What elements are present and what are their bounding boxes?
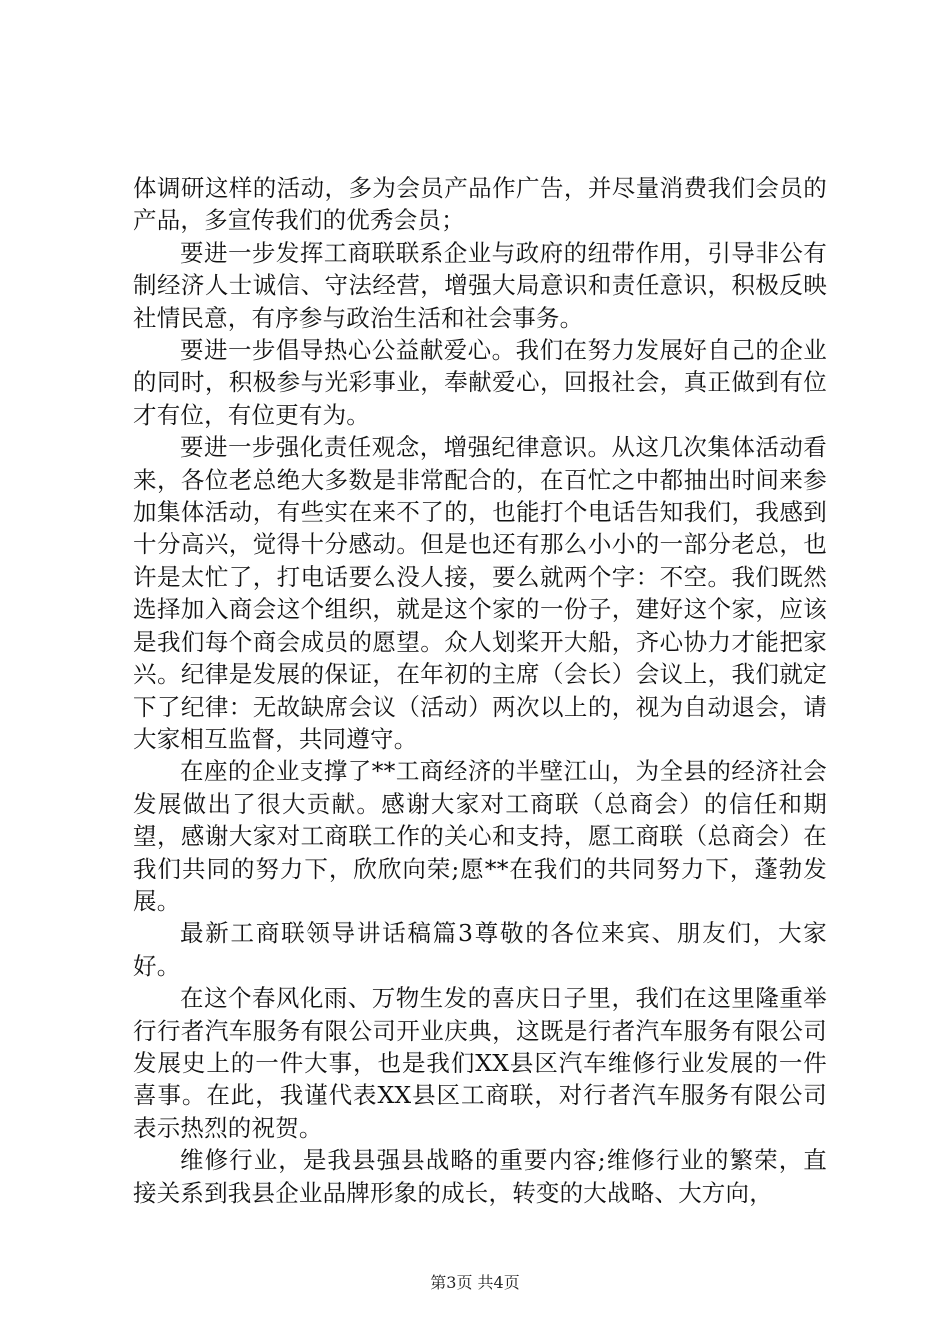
paragraph-2: 要进一步发挥工商联联系企业与政府的纽带作用，引导非公有制经济人士诚信、守法经营，增强大局意识和责任意识，积极反映社情民意，有序参与政治生活和社会事务。 <box>133 238 827 332</box>
paragraph-8: 维修行业，是我县强县战略的重要内容;维修行业的繁荣，直接关系到我县企业品牌形象的成长，转变的大战略、大方向， <box>133 1146 827 1207</box>
paragraph-6: 最新工商联领导讲话稿篇3尊敬的各位来宾、朋友们，大家好。 <box>133 919 827 980</box>
paragraph-5: 在座的企业支撑了**工商经济的半壁江山，为全县的经济社会发展做出了很大贡献。感谢大家对工商联（总商会）的信任和期望，感谢大家对工商联工作的关心和支持，愿工商联（总商会）在我们共同的努力下，欣欣向荣;愿**在我们的共同努力下，蓬勃发展。 <box>133 757 827 915</box>
paragraph-3: 要进一步倡导热心公益献爱心。我们在努力发展好自己的企业的同时，积极参与光彩事业，奉献爱心，回报社会，真正做到有位才有位，有位更有为。 <box>133 336 827 429</box>
paragraph-1: 体调研这样的活动，多为会员产品作广告，并尽量消费我们会员的产品，多宣传我们的优秀会员； <box>133 174 827 235</box>
page-footer <box>0 1270 950 1293</box>
paragraph-4: 要进一步强化责任观念，增强纪律意识。从这几次集体活动看来，各位老总绝大多数是非常配合的，在百忙之中都抽出时间来参加集体活动，有些实在来不了的，也能打个电话告知我们，我感到十分高兴，觉得十分感动。但是也还有那么小小的一部分老总，也许是太忙了，打电话要么没人接，要么就两个字：不空。我们既然选择加入商会这个组织，就是这个家的一份子，建好这个家，应该是我们每个商会成员的愿望。众人划桨开大船，齐心协力才能把家兴。纪律是发展的保证，在年初的主席（会长）会议上，我们就定下了纪律：无故缺席会议（活动）两次以上的，视为自动退会，请大家相互监督，共同遵守。 <box>133 433 827 753</box>
page-number-label: 第3页 共4页 <box>430 1273 520 1292</box>
paragraph-7: 在这个春风化雨、万物生发的喜庆日子里，我们在这里隆重举行行者汽车服务有限公司开业庆典，这既是行者汽车服务有限公司发展史上的一件大事，也是我们XX县区汽车维修行业发展的一件喜事。在此，我谨代表XX县区工商联，对行者汽车服务有限公司表示热烈的祝贺。 <box>133 984 827 1142</box>
document-body <box>133 172 827 1209</box>
